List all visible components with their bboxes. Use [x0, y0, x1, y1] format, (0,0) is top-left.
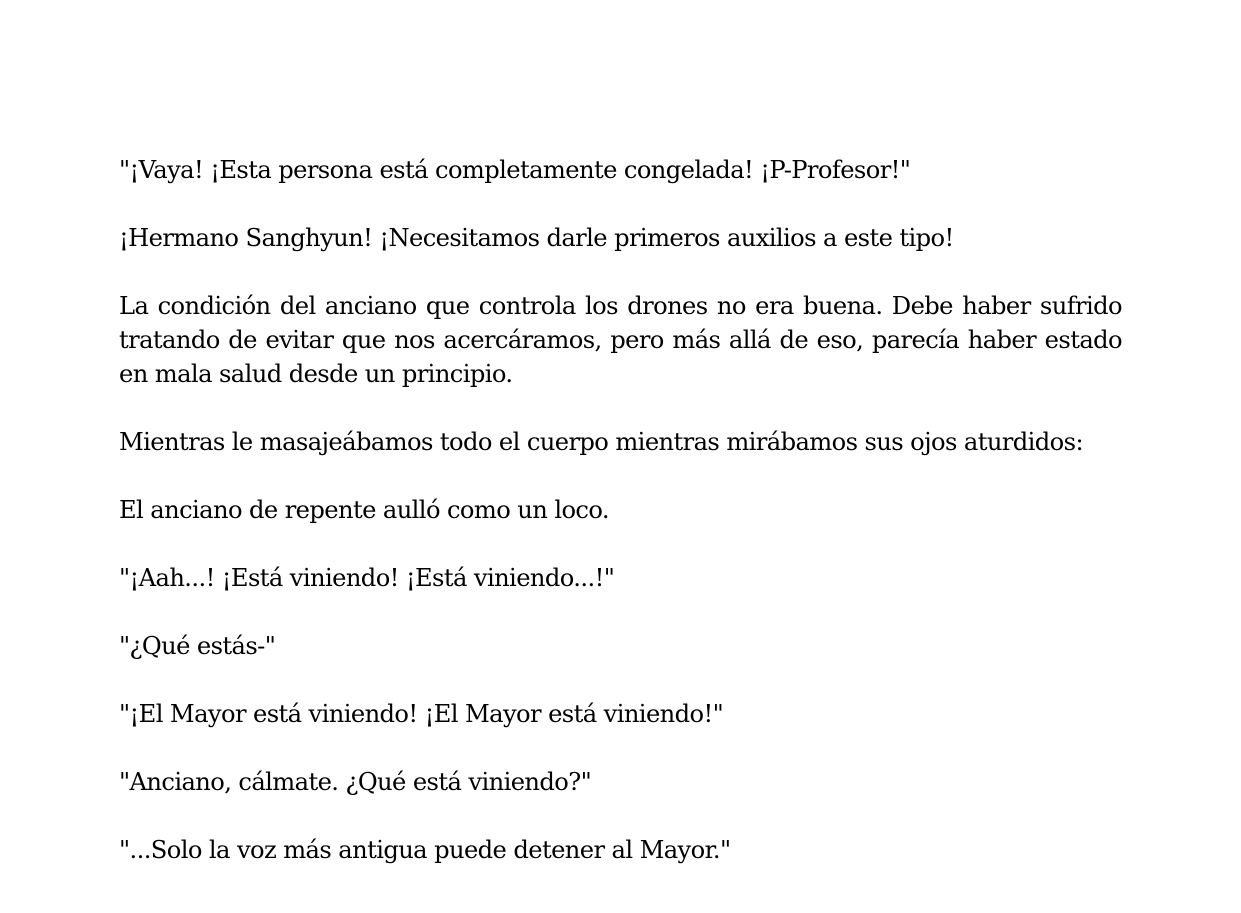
document-body [119, 153, 1122, 901]
paragraph: El anciano de repente aulló como un loco. [119, 496, 609, 524]
paragraph: "...Solo la voz más antigua puede detener al Mayor." [119, 836, 731, 864]
paragraph: "¿Qué estás-" [119, 632, 276, 660]
paragraph: "¡Vaya! ¡Esta persona está completamente congelada! ¡P-Profesor!" [119, 156, 911, 184]
paragraph: Mientras le masajeábamos todo el cuerpo mientras mirábamos sus ojos aturdidos: [119, 428, 1083, 456]
paragraph: La condición del anciano que controla los drones no era buena. Debe haber sufrido tratando de evitar que nos acercáramos, pero más allá de eso, parecía haber estado en mala salud desde un principio. [119, 292, 1122, 388]
paragraph: "¡El Mayor está viniendo! ¡El Mayor está viniendo!" [119, 700, 724, 728]
paragraph: "Anciano, cálmate. ¿Qué está viniendo?" [119, 768, 592, 796]
paragraph: "¡Aah...! ¡Está viniendo! ¡Está viniendo...!" [119, 564, 615, 592]
paragraph: ¡Hermano Sanghyun! ¡Necesitamos darle primeros auxilios a este tipo! [119, 224, 954, 252]
